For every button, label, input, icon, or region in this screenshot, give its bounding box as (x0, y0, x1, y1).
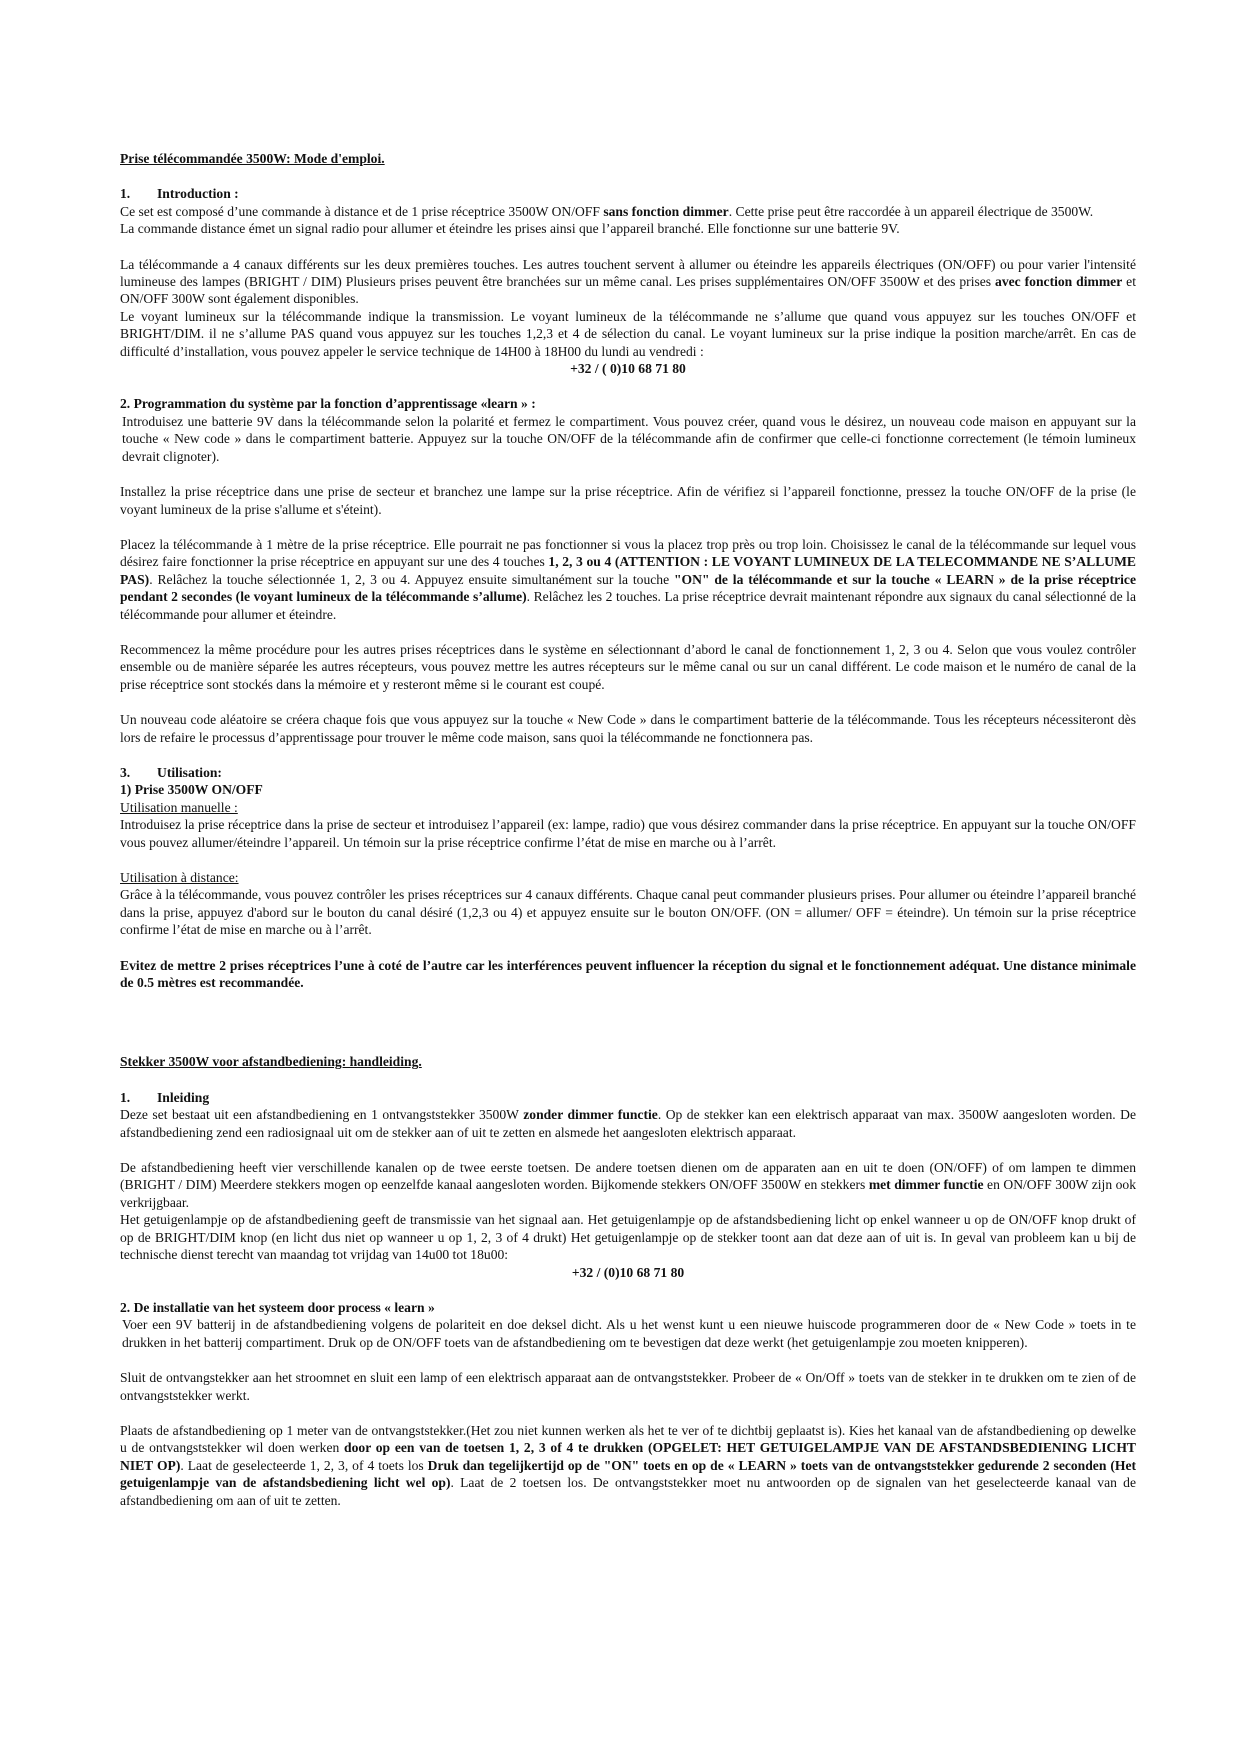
nl-intro-paragraph (120, 1106, 1136, 1141)
nl-battery-paragraph: Voer een 9V batterij in de afstandbediening volgens de polariteit en doe deksel dicht. Als u het wenst kunt u een nieuwe huiscode programmeren door de « New Code » toets in te drukken in het batterij compartiment. Druk op de ON/OFF toets van de afstandbediening om te bevestigen dat deze werkt (het getuigenlampje zou moeten knipperen). (122, 1317, 1136, 1350)
emphasis: "ON" de la télécommande et sur la touche « LEARN » de la prise réceptrice pendant 2 secondes (le voyant lumineux de la télécommande s’allume) (120, 571, 1136, 605)
fr-remote-usage-paragraph: Grâce à la télécommande, vous pouvez contrôler les prises réceptrices sur 4 canaux différents. Chaque canal peut commander plusieurs prises. Pour allumer ou éteindre l’appareil branché dans la prise, appuyez d'abord sur le bouton du canal désiré (1,2,3 ou 4) et appuyez ensuite sur le bouton ON/OFF. (ON = allumer/ OFF = éteindre). Un témoin sur la prise réceptrice confirme l’état de mise en marche ou à l’arrêt. (120, 887, 1136, 938)
text: . Relâchez les 2 touches. La prise réceptrice devrait maintenant répondre aux signaux du canal sélectionné de la télécommande pour allumer et éteindre. (120, 589, 1136, 622)
emphasis: zonder dimmer functie (523, 1107, 658, 1123)
fr-warning: Evitez de mettre 2 prises réceptrices l’une à coté de l’autre car les interférences peuvent influencer la réception du signal et le fonctionnement adéquat. Une distance minimale de 0.5 mètres est recommandée. (120, 957, 1136, 991)
fr-new-code-paragraph: Un nouveau code aléatoire se créera chaque fois que vous appuyez sur la touche « New Code » dans le compartiment batterie de la télécommande. Tous les récepteurs nécessiteront dès lors de refaire le processus d’apprentissage pour trouver le même code maison, sans quoi la télécommande ne fonctionnera pas. (120, 712, 1136, 745)
fr-intro-paragraph (120, 203, 1136, 220)
fr-manual-usage-label: Utilisation manuelle : (120, 799, 238, 815)
nl-channels-paragraph (120, 1159, 1136, 1211)
text: . Laat de geselecteerde 1, 2, 3, of 4 toets los (180, 1457, 428, 1473)
fr-phone-number: +32 / ( 0)10 68 71 80 (570, 361, 686, 377)
text: en ON/OFF 300W zijn ook verkrijgbaar. (120, 1177, 1137, 1210)
nl-phone-number: +32 / (0)10 68 71 80 (571, 1264, 685, 1280)
text: . Relâchez la touche sélectionnée 1, 2, 3 ou 4. Appuyez ensuite simultanément sur la touche (149, 571, 674, 587)
emphasis: met dimmer functie (868, 1177, 984, 1193)
fr-manual-usage-paragraph: Introduisez la prise réceptrice dans la prise de secteur et introduisez l’appareil (ex: lampe, radio) que vous désirez commander dans la prise réceptrice. En appuyant sur la touche ON/OFF vous pouvez allumer/éteindre l’appareil. Un témoin sur la prise réceptrice confirme l’état de mise en marche ou à l’arrêt. (120, 817, 1136, 850)
text: Plaats de afstandbediening op 1 meter van de ontvangststekker.(Het zou niet kunnen werken als het te ver of te dichtbij geplaatst is). Kies het kanaal van de afstandbediening op dewelke u de ontvangststekker wil doen werken (120, 1422, 1136, 1456)
fr-section-3-heading (120, 764, 1136, 781)
fr-repeat-paragraph: Recommencez la même procédure pour les autres prises réceptrices dans le système en sélectionnant d’abord le canal de fonctionnement 1, 2, 3 ou 4. Selon que vous voulez contrôler ensemble ou de manière séparée les autres récepteurs, vous pouvez mettre les autres récepteurs sur le même canal ou sur un canal différent. Le code maison et le numéro de canal de la prise réceptrice sont stockés dans la mémoire et y resteront même si le courant est coupé. (120, 641, 1136, 692)
nl-indicator-paragraph: Het getuigenlampje op de afstandbediening geeft de transmissie van het signaal aan. Het getuigenlampje op de afstandsbediening licht op enkel wanneer u op de ON/OFF knop drukt of op de BRIGHT/DIM knop (en licht dus niet op wanneer u op 1, 2, 3 of 4 drukt) Het getuigenlampje op de stekker toont aan dat deze aan of uit is. In geval van probleem kan u bij de technische dienst terecht van maandag tot vrijdag van 14u00 tot 18u00: (120, 1212, 1136, 1263)
emphasis: sans fonction dimmer (603, 203, 729, 219)
fr-title: Prise télécommandée 3500W: Mode d'emploi. (120, 151, 385, 166)
fr-install-paragraph: Installez la prise réceptrice dans une prise de secteur et branchez une lampe sur la prise réceptrice. Afin de vérifiez si l’appareil fonctionne, pressez la touche ON/OFF de la prise (le voyant lumineux de la prise s'allume et s'éteint). (120, 484, 1136, 517)
text: . Laat de 2 toetsen los. De ontvangststekker moet nu antwoorden op de signalen van het geselecteerde kanaal van de afstandbediening om aan of uit te zetten. (120, 1475, 1136, 1508)
text: . Cette prise peut être raccordée à un appareil électrique de 3500W. (728, 203, 1094, 219)
text: . Op de stekker kan een elektrisch apparaat van max. 3500W aangesloten worden. De afstandbediening zend een radiosignaal uit om de stekker aan of uit te zetten en alsmede het aangesloten elektrisch apparaat. (120, 1107, 1136, 1140)
fr-remote-usage-label: Utilisation à distance: (120, 870, 239, 885)
fr-section-2-heading: 2. Programmation du système par la fonction d’apprentissage «learn » : (120, 396, 536, 412)
emphasis: door op een van de toetsen 1, 2, 3 of 4 te drukken (OPGELET: HET GETUIGELAMPJE VAN DE AFSTANDSBEDIENING LICHT NIET OP) (120, 1440, 1136, 1473)
fr-section-3-subheading: 1) Prise 3500W ON/OFF (120, 782, 263, 798)
nl-section-2-heading: 2. De installatie van het systeem door process « learn » (120, 1299, 435, 1315)
nl-section-1-heading (120, 1089, 1136, 1106)
nl-section-1-title: Inleiding (157, 1089, 210, 1105)
text: De afstandbediening heeft vier verschillende kanalen op de twee eerste toetsen. De andere toetsen dienen om de apparaten aan en uit te doen (ON/OFF) of om lampen te dimmen (BRIGHT / DIM) Meerdere stekkers mogen op eenzelfde kanaal aangesloten worden. Bijkomende stekkers ON/OFF 3500W en stekkers (120, 1160, 1136, 1193)
emphasis: Druk dan tegelijkertijd op de "ON" toets en op de « LEARN » toets van de ontvangststekker gedurende 2 seconden (Het getuigenlampje van de afstandsbediening licht wel op) (120, 1457, 1137, 1491)
nl-section-1-number: 1. (120, 1089, 131, 1105)
fr-indicator-paragraph: Le voyant lumineux sur la télécommande indique la transmission. Le voyant lumineux de la télécommande ne s’allume que quand vous appuyez sur les touches ON/OFF et BRIGHT/DIM. il ne s’allume PAS quand vous appuyez sur les touches 1,2,3 et 4 de sélection du canal. Le voyant lumineux sur la prise indique la position marche/arrêt. En cas de difficulté d’installation, vous pouvez appeler le service technique de 14H00 à 18H00 du lundi au vendredi : (120, 308, 1136, 359)
nl-title: Stekker 3500W voor afstandbediening: handleiding. (120, 1054, 422, 1070)
fr-remote-paragraph: La commande distance émet un signal radio pour allumer et éteindre les prises ainsi que l’appareil branché. Elle fonctionne sur une batterie 9V. (120, 221, 900, 237)
nl-learn-paragraph (120, 1422, 1136, 1509)
fr-section-1-title: Introduction : (157, 186, 239, 202)
text: La télécommande a 4 canaux différents sur les deux premières touches. Les autres touchent servent à allumer ou éteindre les appareils électriques (ON/OFF) ou pour varier l'intensité lumineuse des lampes (BRIGHT / DIM) Plusieurs prises peuvent être branchées sur un même canal. Les prises supplémentaires ON/OFF 3500W et des prises (120, 256, 1136, 290)
text: Ce set est composé d’une commande à distance et de 1 prise réceptrice 3500W ON/OFF (120, 203, 604, 219)
fr-channels-paragraph (120, 256, 1136, 308)
nl-install-paragraph: Sluit de ontvangstekker aan het stroomnet en sluit een lamp of een elektrisch apparaat aan de ontvangststekker. Probeer de « On/Off » toets van de stekker in te drukken om te zien of de ontvangststekker werkt. (120, 1370, 1136, 1403)
text: Deze set bestaat uit een afstandbediening en 1 ontvangststekker 3500W (120, 1107, 524, 1123)
fr-learn-paragraph (120, 536, 1136, 623)
fr-battery-paragraph: Introduisez une batterie 9V dans la télécommande selon la polarité et fermez le compartiment. Vous pouvez créer, quand vous le désirez, un nouveau code maison en appuyant sur la touche « New code » dans le compartiment batterie. Appuyez sur la touche ON/OFF de la télécommande afin de confirmer que celle-ci fonctionne correctement (le témoin lumineux devrait clignoter). (122, 413, 1136, 464)
text: et ON/OFF 300W sont également disponibles. (120, 274, 1136, 307)
fr-section-3-title: Utilisation: (157, 764, 222, 780)
text: Placez la télécommande à 1 mètre de la prise réceptrice. Elle pourrait ne pas fonctionner si vous la placez trop près ou trop loin. Choisissez le canal de la télécommande sur lequel vous désirez faire fonctionner la prise réceptrice en appuyant sur une des 4 touches (120, 536, 1136, 570)
fr-section-3-number: 3. (120, 764, 131, 780)
document-page (120, 150, 1136, 1509)
fr-section-1-number: 1. (120, 186, 131, 202)
emphasis: 1, 2, 3 ou 4 (ATTENTION : LE VOYANT LUMINEUX DE LA TELECOMMANDE NE S’ALLUME PAS) (120, 554, 1136, 587)
emphasis: avec fonction dimmer (995, 274, 1123, 290)
fr-section-1-heading (120, 185, 1136, 202)
